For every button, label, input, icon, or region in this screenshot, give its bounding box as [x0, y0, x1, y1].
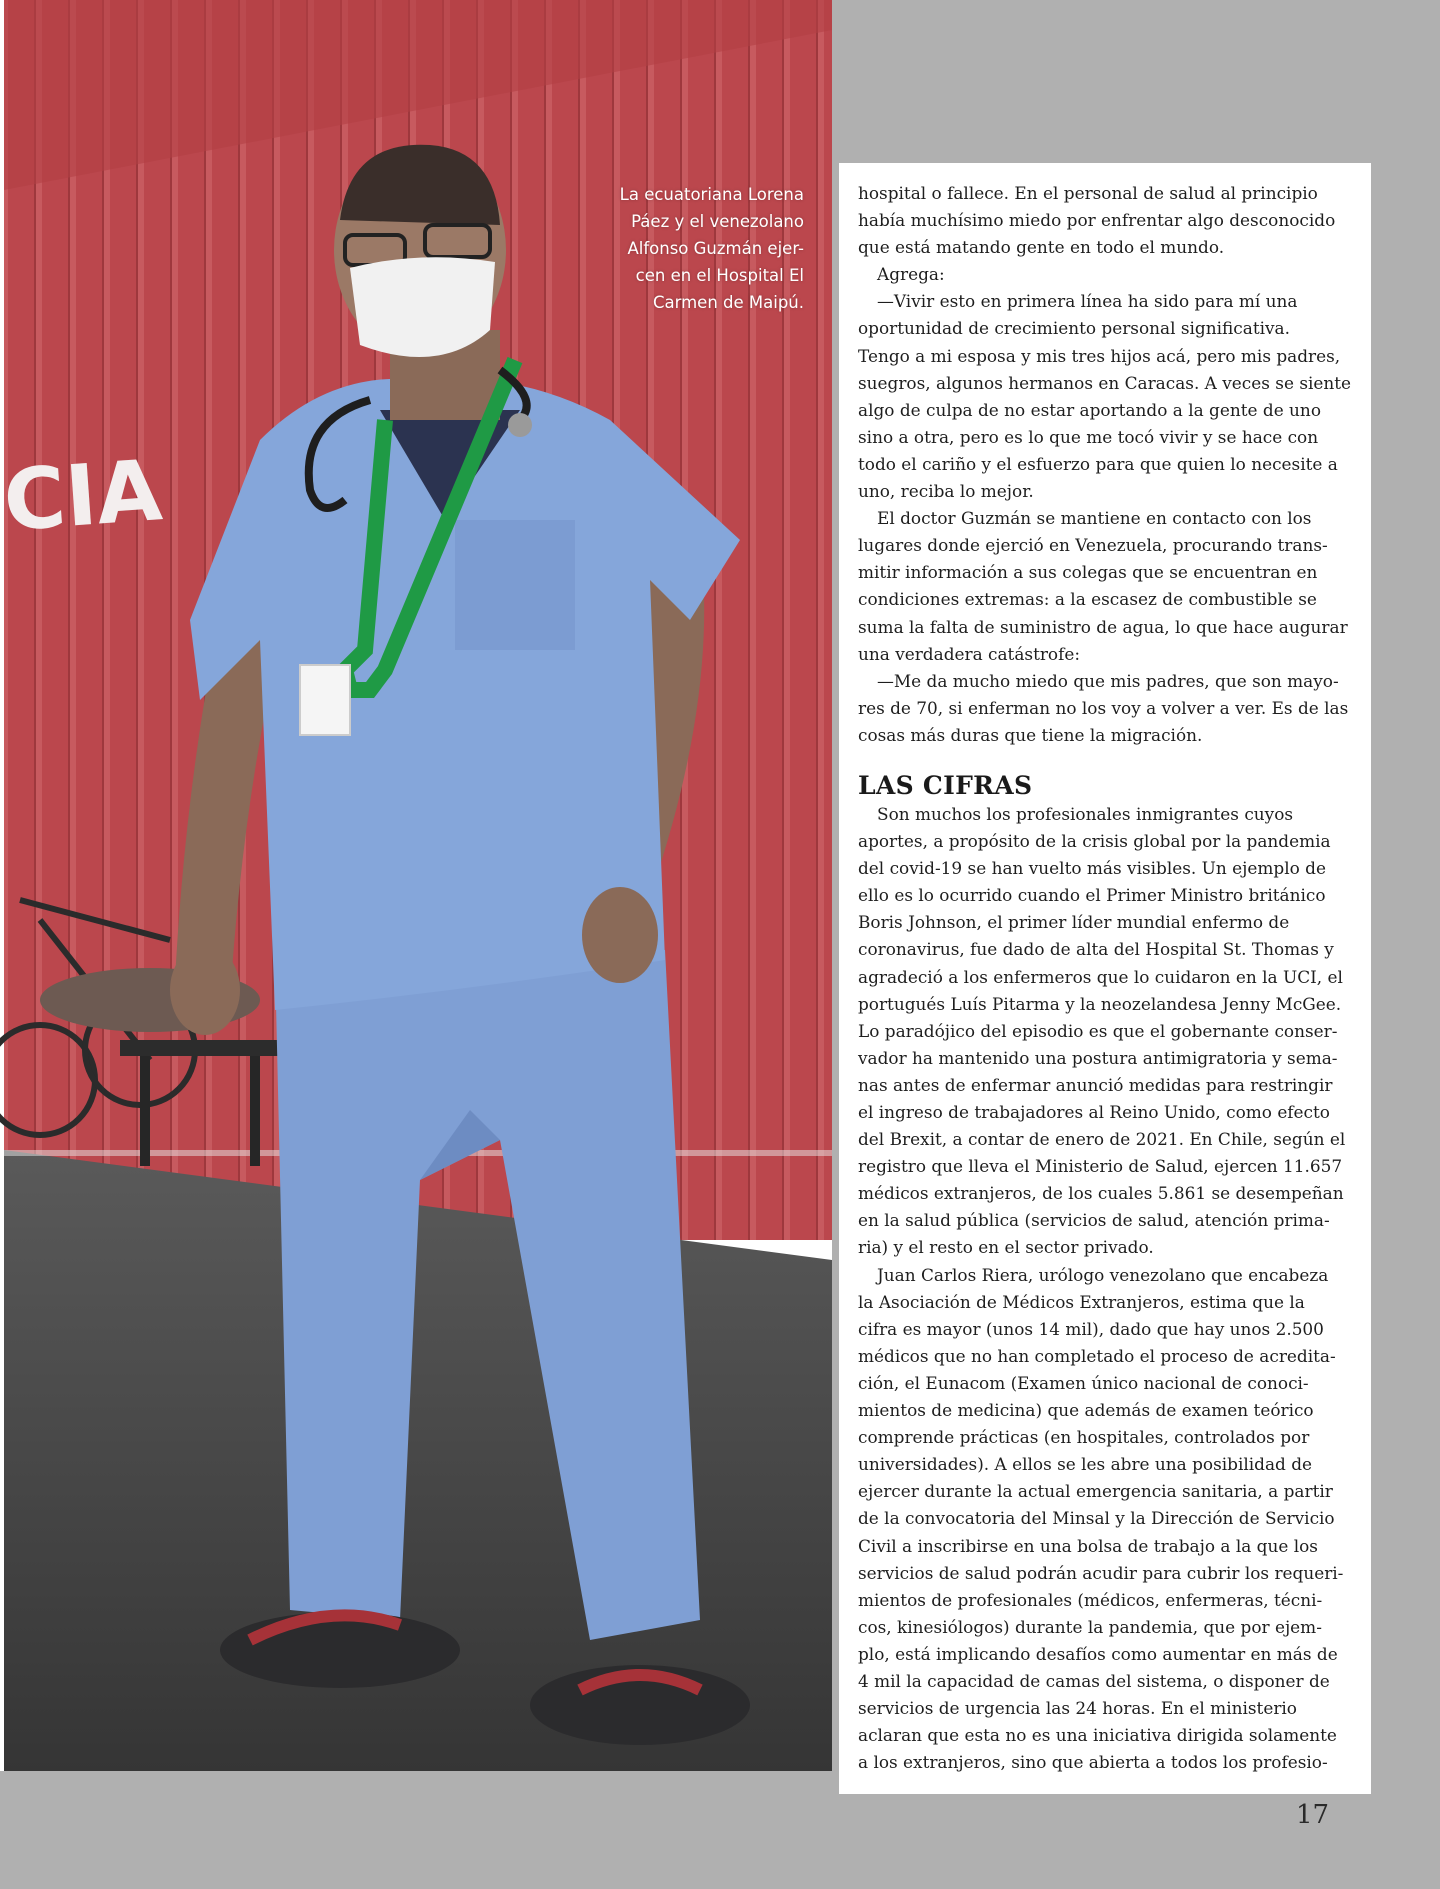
- text-line: El doctor Guzmán se mantiene en contacto con los: [877, 508, 1312, 529]
- article-paragraph: [858, 1262, 1344, 1777]
- text-line: oportunidad de crecimiento personal significativa.: [858, 318, 1290, 339]
- text-line: había muchísimo miedo por enfrentar algo desconocido: [858, 210, 1336, 231]
- article-paragraph: [858, 261, 1341, 288]
- text-line: Agrega:: [877, 264, 945, 285]
- article-column: [839, 163, 1371, 1794]
- text-line: cosas más duras que tiene la migración.: [858, 724, 1203, 745]
- text-line: Lo paradójico del episodio es que el gobernante conser-: [858, 1020, 1338, 1041]
- text-line: todo el cariño y el esfuerzo para que quien lo necesite a: [858, 453, 1338, 474]
- photo-caption: [600, 181, 804, 316]
- article-paragraph: [858, 668, 1349, 749]
- text-line: ejercer durante la actual emergencia sanitaria, a partir: [858, 1481, 1333, 1502]
- text-line: aportes, a propósito de la crisis global por la pandemia: [858, 831, 1331, 852]
- caption-line: Carmen de Maipú.: [652, 293, 804, 312]
- text-line: en la salud pública (servicios de salud, atención prima-: [858, 1210, 1330, 1231]
- text-line: uno, reciba lo mejor.: [858, 481, 1034, 502]
- section-heading: LAS CIFRAS: [858, 770, 1033, 800]
- text-line: mitir información a sus colegas que se encuentran en: [858, 562, 1318, 583]
- article-paragraph: [858, 180, 1341, 261]
- text-line: condiciones extremas: a la escasez de combustible se: [858, 589, 1317, 610]
- article-body: [858, 180, 1352, 749]
- text-line: ria) y el resto en el sector privado.: [858, 1237, 1154, 1258]
- text-line: de la convocatoria del Minsal y la Dirección de Servicio: [858, 1508, 1335, 1529]
- text-line: 4 mil la capacidad de camas del sistema, o disponer de: [858, 1670, 1330, 1691]
- text-line: —Vivir esto en primera línea ha sido para mí una: [877, 291, 1298, 312]
- text-line: la Asociación de Médicos Extranjeros, estima que la: [858, 1291, 1305, 1312]
- text-line: ello es lo ocurrido cuando el Primer Ministro británico: [858, 885, 1326, 906]
- caption-line: Alfonso Guzmán ejer-: [627, 239, 804, 258]
- text-line: Tengo a mi esposa y mis tres hijos acá, pero mis padres,: [858, 345, 1341, 366]
- text-line: del Brexit, a contar de enero de 2021. En Chile, según el: [858, 1129, 1346, 1150]
- wall-lettering: CIA: [0, 441, 165, 550]
- text-line: servicios de urgencia las 24 horas. En el ministerio: [858, 1698, 1297, 1719]
- text-line: del covid-19 se han vuelto más visibles. Un ejemplo de: [858, 858, 1326, 879]
- text-line: nas antes de enfermar anunció medidas para restringir: [858, 1074, 1333, 1095]
- text-line: suegros, algunos hermanos en Caracas. A veces se siente: [858, 372, 1352, 393]
- text-line: comprende prácticas (en hospitales, controlados por: [858, 1427, 1310, 1448]
- text-line: res de 70, si enferman no los voy a volver a ver. Es de las: [858, 697, 1349, 718]
- text-line: mientos de medicina) que además de examen teórico: [858, 1400, 1314, 1421]
- section-body: [858, 801, 1346, 1776]
- text-line: servicios de salud podrán acudir para cubrir los requeri-: [858, 1562, 1344, 1583]
- article-paragraph: [858, 801, 1346, 1262]
- text-line: a los extranjeros, sino que abierta a todos los profesio-: [858, 1752, 1328, 1773]
- text-line: una verdadera catástrofe:: [858, 643, 1081, 664]
- text-line: registro que lleva el Ministerio de Salud, ejercen 11.657: [858, 1156, 1343, 1177]
- text-line: médicos extranjeros, de los cuales 5.861 se desempeñan: [858, 1183, 1344, 1204]
- text-line: aclaran que esta no es una iniciativa dirigida solamente: [858, 1725, 1337, 1746]
- caption-line: La ecuatoriana Lorena: [619, 185, 804, 204]
- text-line: Civil a inscribirse en una bolsa de trabajo a la que los: [858, 1535, 1318, 1556]
- text-line: el ingreso de trabajadores al Reino Unido, como efecto: [858, 1102, 1330, 1122]
- text-line: ción, el Eunacom (Examen único nacional de conoci-: [858, 1372, 1309, 1393]
- page-number: 17: [1296, 1800, 1330, 1830]
- text-line: hospital o fallece. En el personal de salud al principio: [858, 183, 1318, 203]
- text-line: suma la falta de suministro de agua, lo que hace augurar: [858, 616, 1348, 637]
- caption-line: Páez y el venezolano: [631, 212, 804, 231]
- text-line: mientos de profesionales (médicos, enfermeras, técni-: [858, 1589, 1323, 1610]
- text-line: cos, kinesiólogos) durante la pandemia, que por ejem-: [858, 1616, 1322, 1637]
- text-line: Juan Carlos Riera, urólogo venezolano que encabeza: [877, 1264, 1329, 1285]
- text-line: universidades). A ellos se les abre una posibilidad de: [858, 1454, 1313, 1475]
- text-line: sino a otra, pero es lo que me tocó vivir y se hace con: [858, 426, 1319, 447]
- text-line: agradeció a los enfermeros que lo cuidaron en la UCI, el: [858, 966, 1343, 987]
- text-line: que está matando gente en todo el mundo.: [858, 237, 1225, 258]
- text-line: —Me da mucho miedo que mis padres, que son mayo-: [877, 670, 1339, 691]
- article-paragraph: [858, 505, 1348, 668]
- text-line: lugares donde ejerció en Venezuela, procurando trans-: [858, 535, 1328, 556]
- text-line: plo, está implicando desafíos como aumentar en más de: [858, 1643, 1338, 1664]
- text-line: Boris Johnson, el primer líder mundial enfermo de: [858, 912, 1290, 933]
- text-line: cifra es mayor (unos 14 mil), dado que hay unos 2.500: [858, 1318, 1324, 1339]
- article-paragraph: [858, 288, 1352, 505]
- text-line: vador ha mantenido una postura antimigratoria y sema-: [858, 1047, 1338, 1068]
- text-line: Son muchos los profesionales inmigrantes cuyos: [877, 803, 1294, 824]
- caption-line: cen en el Hospital El: [635, 266, 804, 285]
- text-line: médicos que no han completado el proceso de acredita-: [858, 1345, 1336, 1366]
- text-line: algo de culpa de no estar aportando a la gente de uno: [858, 399, 1321, 420]
- text-line: coronavirus, fue dado de alta del Hospital St. Thomas y: [858, 939, 1334, 960]
- text-line: portugués Luís Pitarma y la neozelandesa Jenny McGee.: [858, 993, 1342, 1014]
